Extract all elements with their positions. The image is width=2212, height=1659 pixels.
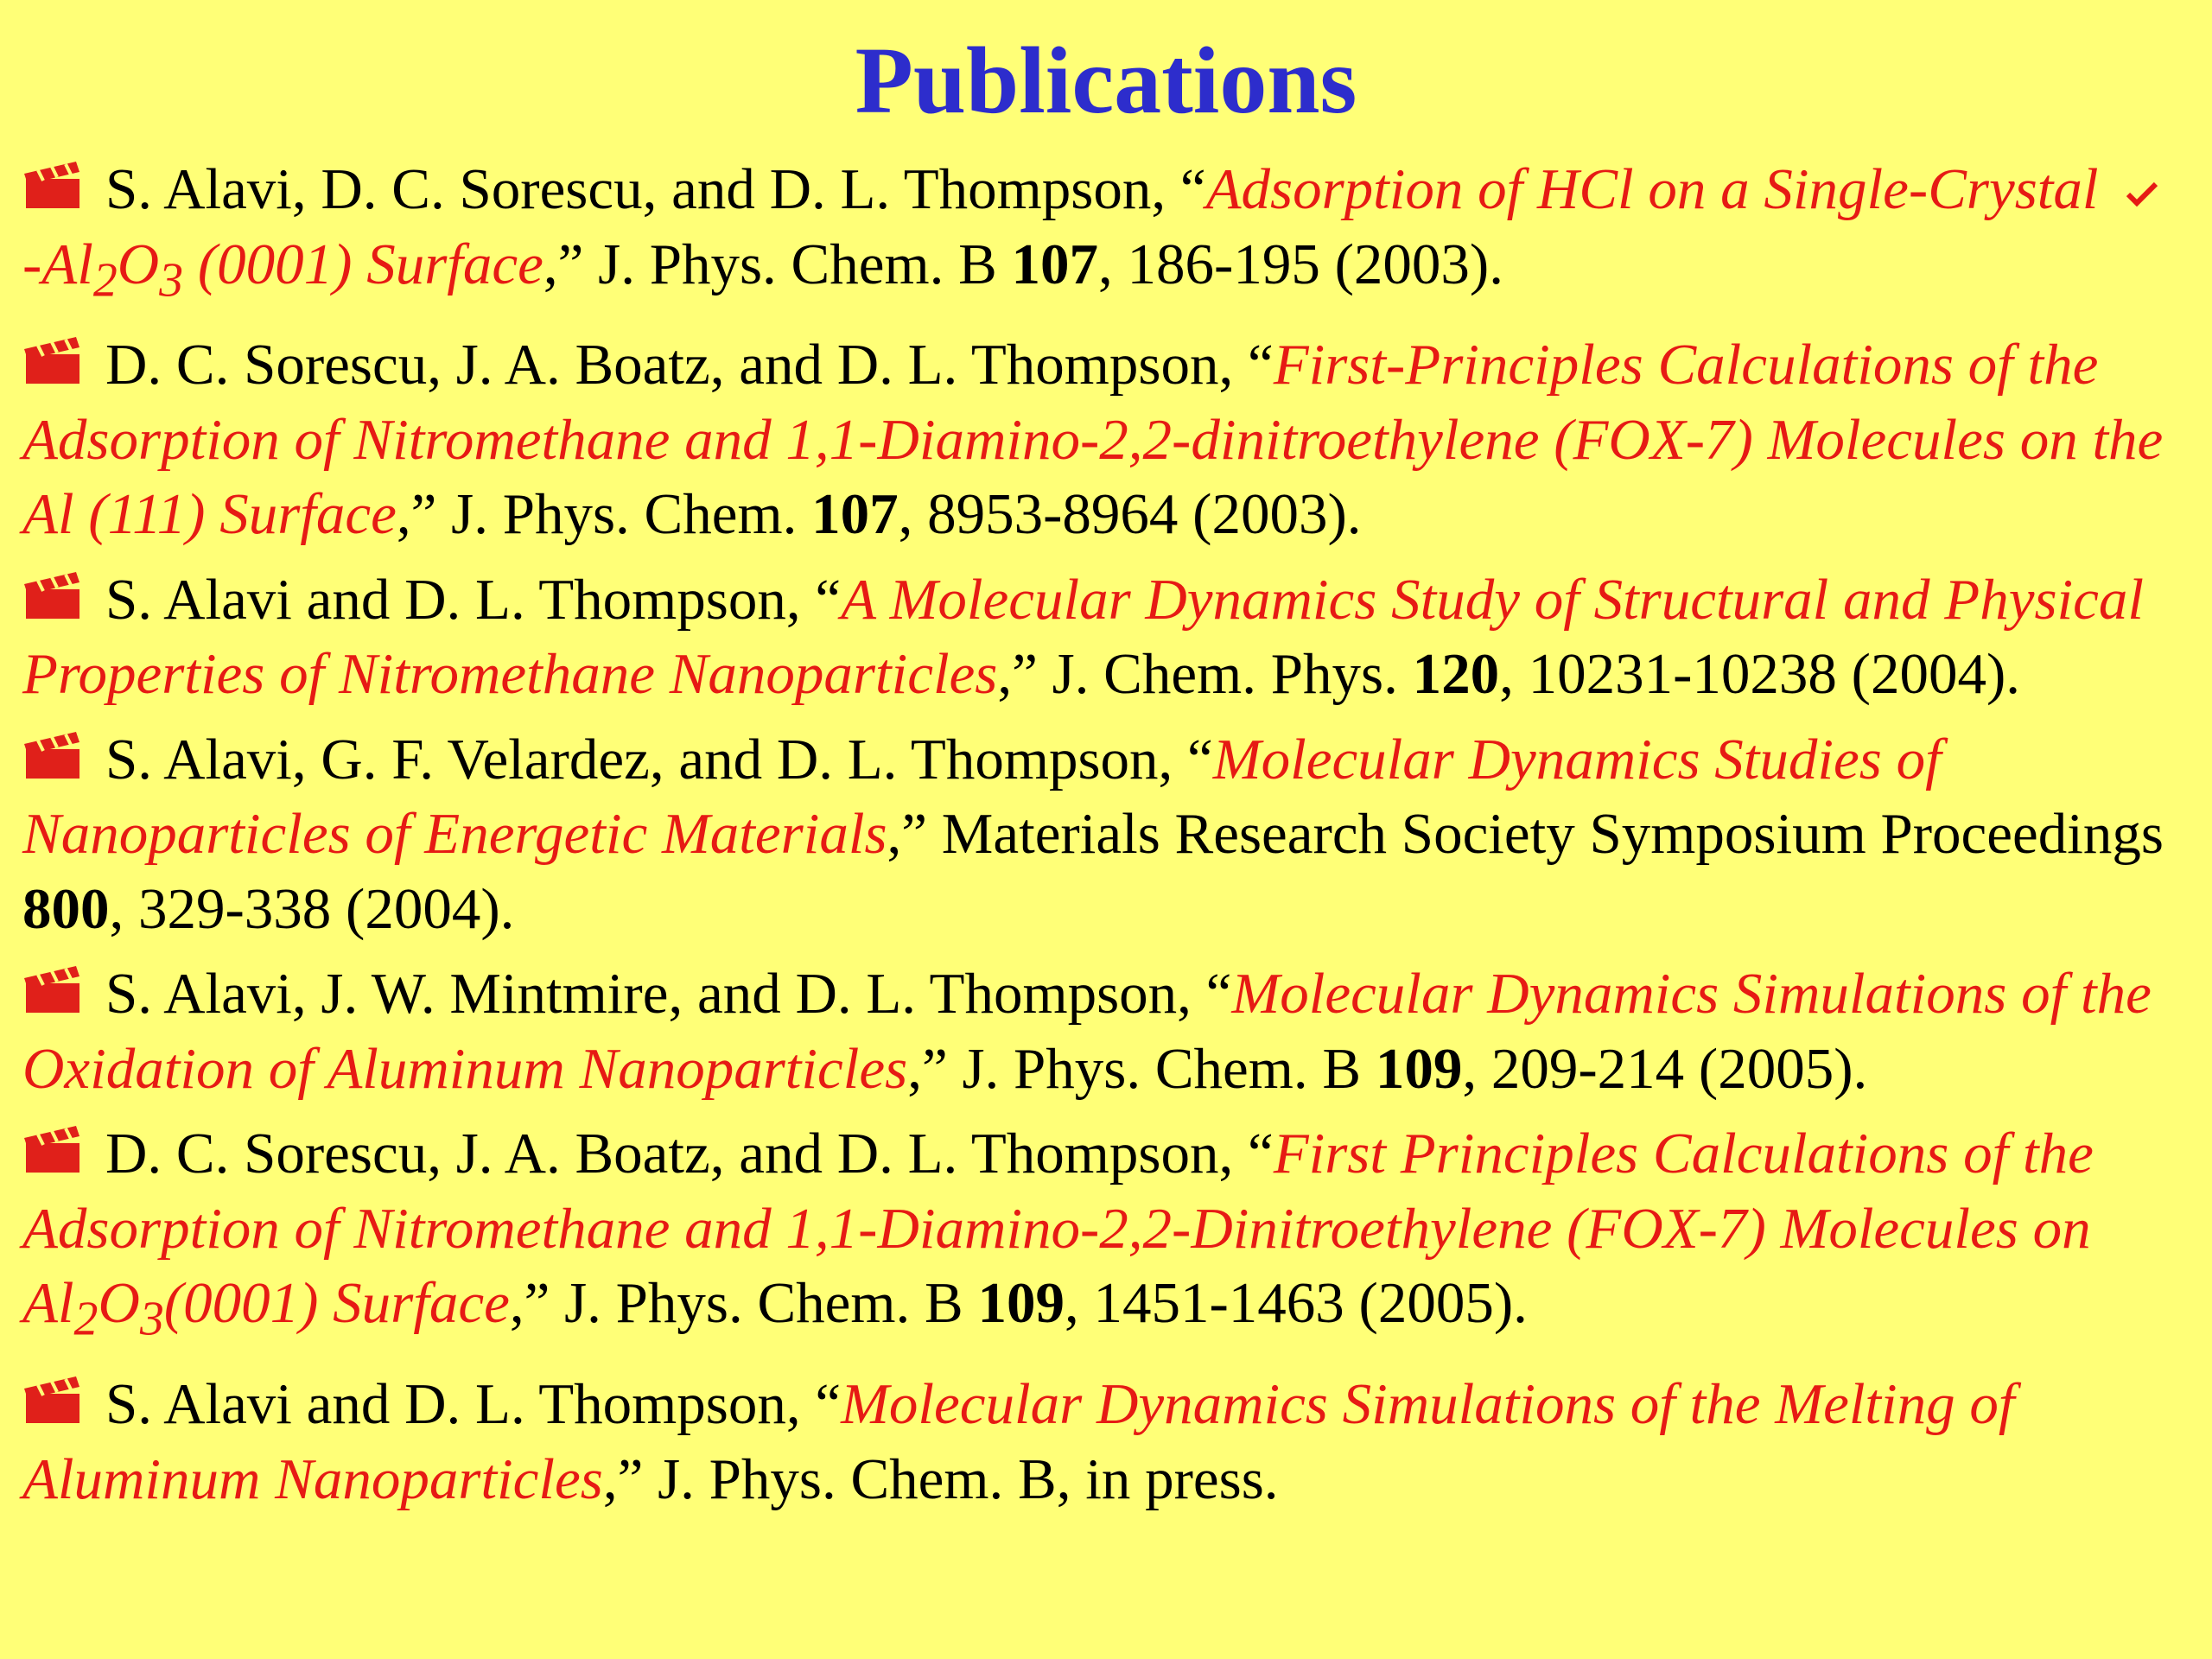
clapperboard-icon <box>22 730 83 780</box>
pub-authors: D. C. Sorescu, J. A. Boatz, and D. L. Thompson, “ <box>105 1122 1274 1186</box>
pub-authors: S. Alavi and D. L. Thompson, “ <box>105 1372 842 1437</box>
pub-volume: 120 <box>1412 642 1500 707</box>
pub-journal: ,” J. Phys. Chem. B <box>543 232 1012 296</box>
pub-journal: ,” J. Chem. Phys. <box>997 642 1413 707</box>
pub-volume: 800 <box>22 876 110 941</box>
pub-volume: 109 <box>977 1271 1065 1336</box>
pub-authors: D. C. Sorescu, J. A. Boatz, and D. L. Thompson, “ <box>105 333 1274 397</box>
pub-title: First Principles Calculations of the Adsorption of Nitromethane and 1,1-Diamino-2,2-Dinitroethylene (FOX-7) Molecules on $Al_2O_3(0001)$ Surface <box>22 1122 2094 1346</box>
pub-title: Adsorption of HCl on a Single-$Crystal-Al_2O_3$ (0001) Surface <box>22 157 2164 296</box>
publication-item <box>22 722 2183 957</box>
pub-title: First-Principles Calculations of the Adsorption of Nitromethane and 1,1-Diamino-2,2-dinitroethylene (FOX-7) Molecules on the Al (111) Surface <box>22 333 2164 547</box>
pub-volume: 107 <box>811 482 899 547</box>
pub-pages-year: , 10231-10238 (2004). <box>1499 642 2021 707</box>
pub-authors: S. Alavi, J. W. Mintmire, and D. L. Thompson, “ <box>105 962 1232 1027</box>
check-icon <box>2125 175 2159 210</box>
publication-item <box>22 1367 2183 1527</box>
clapperboard-icon <box>22 570 83 620</box>
pub-pages-year: , 1451-1463 (2005). <box>1064 1271 1528 1336</box>
page-title: Publications <box>855 28 1357 133</box>
pub-pages-year: , 186-195 (2003). <box>1098 232 1503 296</box>
pub-authors: S. Alavi and D. L. Thompson, “ <box>105 567 842 632</box>
publication-item <box>22 563 2183 722</box>
pub-title: Molecular Dynamics Simulations of the Oxidation of Aluminum Nanoparticles <box>22 962 2152 1101</box>
publication-item <box>22 152 2183 327</box>
pub-pages-year: , 209-214 (2005). <box>1462 1036 1868 1101</box>
pub-journal: ,” J. Phys. Chem. <box>396 482 812 547</box>
clapperboard-icon <box>22 964 83 1014</box>
pub-title: Molecular Dynamics Simulations of the Melting of Aluminum Nanoparticles <box>22 1372 2015 1511</box>
pub-pages-year: , 8953-8964 (2003). <box>898 482 1362 547</box>
pub-title: Molecular Dynamics Studies of Nanoparticles of Energetic Materials <box>22 727 1942 867</box>
pub-volume: 107 <box>1011 232 1099 296</box>
pub-authors: S. Alavi, D. C. Sorescu, and D. L. Thompson, “ <box>105 157 1206 221</box>
pub-title: A Molecular Dynamics Study of Structural and Physical Properties of Nitromethane Nanoparticles <box>22 567 2145 707</box>
publication-item <box>22 957 2183 1116</box>
clapperboard-icon <box>22 160 83 210</box>
pub-journal: ,” J. Phys. Chem. B <box>509 1271 978 1336</box>
publication-item <box>22 327 2183 563</box>
pub-journal: ,” J. Phys. Chem. B <box>907 1036 1376 1101</box>
pub-authors: S. Alavi, G. F. Velardez, and D. L. Thompson, “ <box>105 727 1213 791</box>
pub-volume: 109 <box>1375 1036 1463 1101</box>
pub-journal: ,” J. Phys. Chem. B, in press. <box>602 1446 1279 1511</box>
clapperboard-icon <box>22 1375 83 1425</box>
clapperboard-icon <box>22 1124 83 1174</box>
publication-item <box>22 1116 2183 1367</box>
clapperboard-icon <box>22 335 83 385</box>
pub-journal: ,” Materials Research Society Symposium Proceedings <box>887 802 2164 867</box>
publication-list <box>22 152 2183 1527</box>
pub-pages-year: , 329-338 (2004). <box>109 876 515 941</box>
